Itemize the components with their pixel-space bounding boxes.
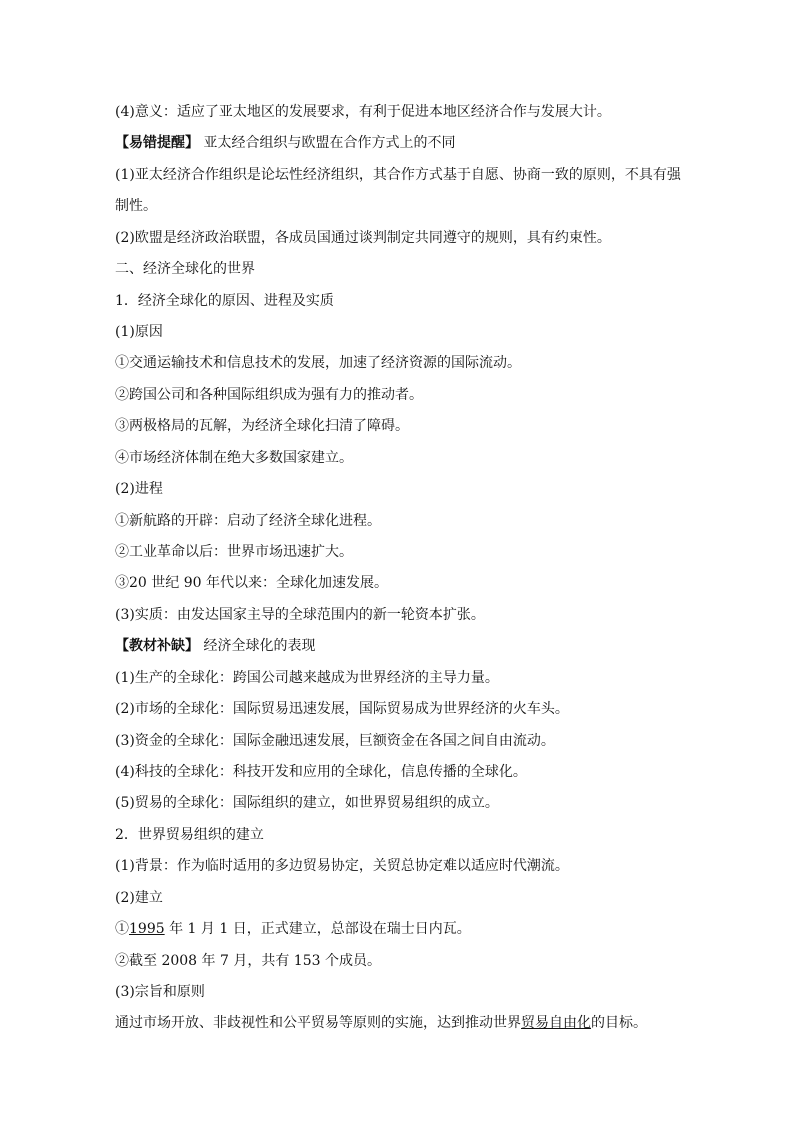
text-line: (2)进程 [115, 481, 163, 497]
text-line: (3)宗旨和原则 [115, 984, 205, 1000]
text-line: (1)背景：作为临时适用的多边贸易协定，关贸总协定难以适应时代潮流。 [115, 858, 569, 874]
text-line: ③两极格局的瓦解，为经济全球化扫清了障碍。 [115, 418, 409, 434]
text-line: ④市场经济体制在绝大多数国家建立。 [115, 450, 353, 466]
supplement-heading [115, 636, 315, 656]
text-line: 制性。 [115, 198, 157, 214]
list-marker: ① [115, 921, 129, 937]
text-line: (3)资金的全球化：国际金融迅速发展，巨额资金在各国之间自由流动。 [115, 733, 555, 749]
text-span: 的目标。 [591, 1015, 647, 1031]
text-line: (1)原因 [115, 324, 163, 340]
text-line: (2)建立 [115, 890, 163, 906]
text-line: ③20 世纪 90 年代以来：全球化加速发展。 [115, 575, 388, 591]
subsection-heading: 1．经济全球化的原因、进程及实质 [115, 293, 334, 309]
subsection-heading: 2．世界贸易组织的建立 [115, 827, 264, 843]
text-line: (3)实质：由发达国家主导的全球范围内的新一轮资本扩张。 [115, 607, 485, 623]
tip-tag: 【易错提醒】 [115, 135, 199, 151]
text-line: ①新航路的开辟：启动了经济全球化进程。 [115, 513, 381, 529]
text-line: ②工业革命以后：世界市场迅速扩大。 [115, 544, 353, 560]
text-span: 年 1 月 1 日，正式建立，总部设在瑞士日内瓦。 [164, 921, 471, 937]
text-line [115, 1013, 647, 1033]
tip-heading-text: 亚太经合组织与欧盟在合作方式上的不同 [199, 135, 456, 151]
text-line: ②跨国公司和各种国际组织成为强有力的推动者。 [115, 387, 423, 403]
supplement-heading-text: 经济全球化的表现 [199, 638, 316, 654]
text-line: (2)欧盟是经济政治联盟，各成员国通过谈判制定共同遵守的规则，具有约束性。 [115, 230, 611, 246]
section-heading: 二、经济全球化的世界 [115, 261, 255, 277]
text-line: (2)市场的全球化：国际贸易迅速发展，国际贸易成为世界经济的火车头。 [115, 701, 569, 717]
tip-heading [115, 133, 455, 153]
text-span: 通过市场开放、非歧视性和公平贸易等原则的实施，达到推动世界 [115, 1015, 521, 1031]
underlined-year: 1995 [129, 921, 165, 937]
underlined-phrase: 贸易自由化 [521, 1015, 591, 1031]
text-line [115, 919, 471, 939]
text-line: (1)生产的全球化：跨国公司越来越成为世界经济的主导力量。 [115, 670, 499, 686]
text-line: (5)贸易的全球化：国际组织的建立，如世界贸易组织的成立。 [115, 795, 499, 811]
text-line: ②截至 2008 年 7 月，共有 153 个成员。 [115, 953, 381, 969]
text-line: (4)意义：适应了亚太地区的发展要求，有利于促进本地区经济合作与发展大计。 [115, 104, 611, 120]
supplement-tag: 【教材补缺】 [115, 638, 199, 654]
text-line: (4)科技的全球化：科技开发和应用的全球化，信息传播的全球化。 [115, 764, 527, 780]
text-line: ①交通运输技术和信息技术的发展，加速了经济资源的国际流动。 [115, 355, 521, 371]
text-line: (1)亚太经济合作组织是论坛性经济组织，其合作方式基于自愿、协商一致的原则，不具有强 [115, 167, 681, 183]
